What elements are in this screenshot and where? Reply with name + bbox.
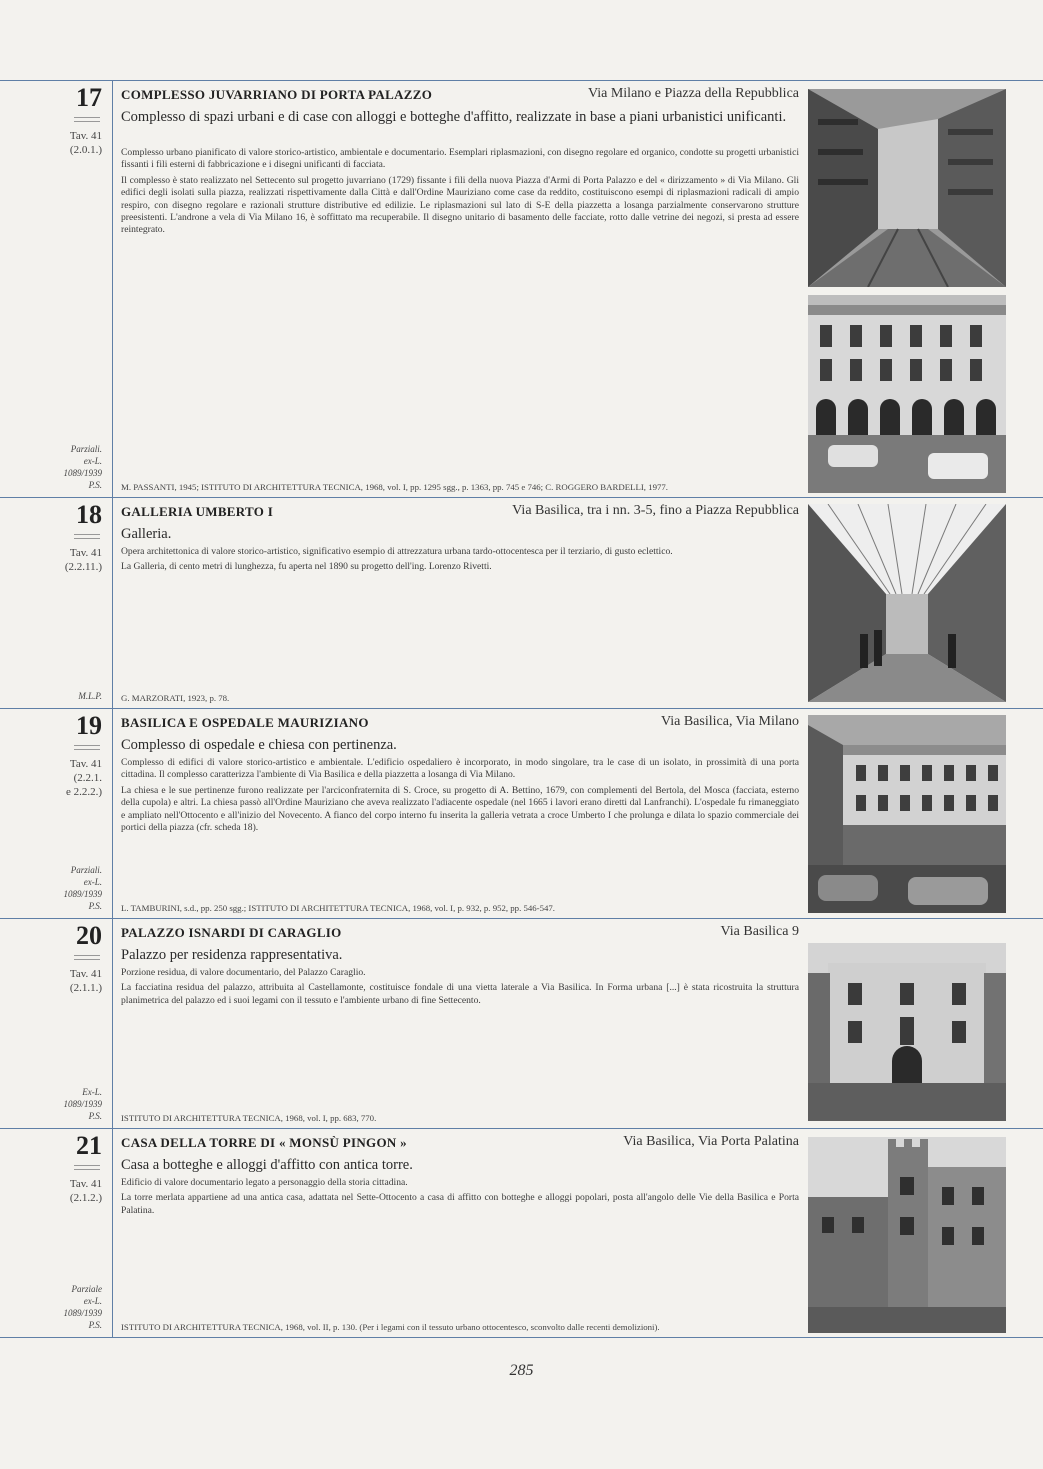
title-row	[121, 87, 799, 105]
entry-content	[121, 1129, 799, 1337]
legal-note: Parziali. ex-L. 1089/1939 P.S.	[63, 444, 102, 490]
entry-subtitle: Casa a botteghe e alloggi d'affitto con antica torre.	[121, 1157, 413, 1173]
entry-subtitle: Galleria.	[121, 526, 172, 542]
entry-content	[121, 498, 799, 708]
photo-piazza-facade	[808, 295, 1006, 493]
entry-location: Via Basilica, Via Milano	[660, 714, 799, 729]
entry-description: Porzione residua, di valore documentario, del Palazzo Caraglio. La facciatina residua del palazzo, attribuita al Castellamonte, costituisce fondale di una vietta laterale a Via Basilica. In Forma urbana [...] è stata ricostruita la struttura planimetrica del palazzo ed i suoi legami con il tessuto e l'ambiente urbano di fine Settecento.	[121, 967, 799, 1006]
title-row	[121, 925, 799, 943]
entry-number: 19	[76, 711, 102, 740]
entry-location: Via Basilica, tra i nn. 3-5, fino a Piazza Repubblica	[512, 503, 799, 518]
entry-gutter	[0, 498, 113, 708]
number-rule	[74, 117, 100, 122]
entry-20	[0, 918, 1043, 1128]
photo-palazzo-caraglio	[808, 943, 1006, 1121]
entry-title: CASA DELLA TORRE DI « MONSÙ PINGON »	[121, 1135, 407, 1150]
entry-bibliography: L. TAMBURINI, s.d., pp. 250 sgg.; ISTITUTO DI ARCHITETTURA TECNICA, 1968, vol. I, p. 932, p. 952, pp. 546-547.	[121, 903, 556, 913]
tav-reference: Tav. 41 (2.0.1.)	[69, 130, 102, 156]
entry-content	[121, 81, 799, 497]
entry-title: COMPLESSO JUVARRIANO DI PORTA PALAZZO	[121, 87, 433, 102]
entry-subtitle: Palazzo per residenza rappresentativa.	[121, 947, 343, 963]
entry-title: BASILICA E OSPEDALE MAURIZIANO	[121, 715, 369, 730]
photo-torre-pingon	[808, 1137, 1006, 1333]
legal-note: Parziale ex-L. 1089/1939 P.S.	[63, 1284, 102, 1330]
title-row	[121, 715, 799, 733]
entry-content	[121, 709, 799, 918]
entry-bibliography: G. MARZORATI, 1923, p. 78.	[121, 693, 230, 703]
entry-number: 18	[76, 500, 102, 529]
entry-gutter	[0, 709, 113, 918]
author-note: M.L.P.	[78, 691, 102, 701]
entry-description: Complesso di edifici di valore storico-artistico e ambientale. L'edificio ospedaliero è incorporato, in modo singolare, tra le case di un isolato, in prossimità di una porta cittadina. Il complesso caratterizza l'ambiente di Via Basilica e della piazzetta a losanga di Via Milano. La chiesa e le sue pertinenze furono realizzate per l'arciconfraternita di S. Croce, su progetto di A. Bettino, 1679, con complementi del Bertola, del Mosca (facciata, esterno della cupola) e altri. La chiesa passò all'Ordine Mauriziano che aveva realizzato l'adiacente ospedale (nel 1665 i lavori erano diretti dal Lanfranchi). L'ospedale fu rimaneggiato e ampliato nell'Ottocento e all'inizio del Novecento. A fianco del corpo interno fu inserita la galleria vetrata a croce Umberto I che prolunga e dilata lo spazio commerciale dei portici della piazza (cfr. scheda 18).	[121, 757, 799, 834]
number-rule	[74, 955, 100, 960]
photo-street-view	[808, 89, 1006, 287]
tav-reference: Tav. 41 (2.1.1.)	[69, 968, 102, 994]
entry-gutter	[0, 81, 113, 497]
tav-reference: Tav. 41 (2.2.1. e 2.2.2.)	[65, 758, 102, 798]
photo-gallery-interior	[808, 504, 1006, 702]
entry-location: Via Basilica 9	[720, 924, 799, 939]
entry-number: 20	[76, 921, 102, 950]
entry-location: Via Basilica, Via Porta Palatina	[623, 1134, 799, 1149]
entry-subtitle: Complesso di ospedale e chiesa con pertinenza.	[121, 737, 397, 753]
page-number: 285	[509, 1362, 534, 1379]
entry-description: Edificio di valore documentario legato a personaggio della storia cittadina. La torre merlata appartiene ad una antica casa, adattata nel Sette-Ottocento a casa di affitto con botteghe e alloggi popolari, posta all'angolo delle Vie della Basilica e Porta Palatina.	[121, 1177, 799, 1216]
entry-description: Complesso urbano pianificato di valore storico-artistico, ambientale e documentario. Esemplari riplasmazioni, con disegno regolare ed organico, condotte su progetti urbanistici fissanti i fili esterni di fabbricazione e i disegni unificanti di facciata. Il complesso è stato realizzato nel Settecento sul progetto juvarriano (1729) fissante i fili della nuova Piazza d'Armi di Porta Palazzo e del « dirizzamento » di Via Milano. Gli edifici degli isolati sulla piazza, realizzati rispettivamente dalla Città e dall'Ordine Mauriziano come case da reddito, costituiscono esempi di riplasmazioni radicali di ampio respiro, con disegno regolare e razionali strutture distributive ed edilizie. Le riplasmazioni sul lato di S-E della piazzetta a losanga parzialmente conservarono strutture preesistenti. L'androne a vela di Via Milano 16, è soffittato ma recuperabile. Il disegno unitario di basamento delle facciate, rotto dalle vetrine dei negozi, si presta ad essere reintegrato.	[121, 147, 799, 236]
number-rule	[74, 745, 100, 750]
entry-17	[0, 80, 1043, 497]
title-row	[121, 1135, 799, 1153]
entry-title: GALLERIA UMBERTO I	[121, 504, 274, 519]
legal-note: Parziali. ex-L. 1089/1939 P.S.	[63, 865, 102, 911]
entry-19	[0, 708, 1043, 918]
tav-reference: Tav. 41 (2.1.2.)	[69, 1178, 102, 1204]
entry-18	[0, 497, 1043, 708]
photo-basilica-hospital	[808, 715, 1006, 913]
entry-gutter	[0, 1129, 113, 1337]
entry-number: 21	[76, 1131, 102, 1160]
entry-description: Opera architettonica di valore storico-artistico, significativo esempio di attrezzatura urbana tardo-ottocentesca per il terziario, di gusto eclettico. La Galleria, di cento metri di lunghezza, fu aperta nel 1890 su progetto dell'ing. Lorenzo Rivetti.	[121, 546, 673, 573]
legal-note: Ex-L. 1089/1939 P.S.	[63, 1087, 102, 1121]
entry-subtitle: Complesso di spazi urbani e di case con alloggi e botteghe d'affitto, realizzate in base a piani urbanistici unificanti.	[121, 109, 787, 125]
entry-content	[121, 919, 799, 1128]
entry-gutter	[0, 919, 113, 1128]
entry-bibliography: ISTITUTO DI ARCHITETTURA TECNICA, 1968, vol. I, pp. 683, 770.	[121, 1113, 377, 1123]
entry-bibliography: ISTITUTO DI ARCHITETTURA TECNICA, 1968, vol. II, p. 130. (Per i legami con il tessuto urbano ottocentesco, sconvolto dalle recenti demolizioni).	[121, 1322, 660, 1332]
number-rule	[74, 534, 100, 539]
entry-bibliography: M. PASSANTI, 1945; ISTITUTO DI ARCHITETTURA TECNICA, 1968, vol. I, pp. 1295 sgg., p. 1363, pp. 745 e 746; C. ROGGERO BARDELLI, 1977.	[121, 482, 668, 492]
number-rule	[74, 1165, 100, 1170]
tav-reference: Tav. 41 (2.2.11.)	[64, 547, 102, 573]
entry-number: 17	[76, 83, 102, 112]
title-row	[121, 504, 799, 522]
entry-location: Via Milano e Piazza della Repubblica	[587, 86, 799, 101]
entry-21	[0, 1128, 1043, 1338]
entry-title: PALAZZO ISNARDI DI CARAGLIO	[121, 925, 342, 940]
